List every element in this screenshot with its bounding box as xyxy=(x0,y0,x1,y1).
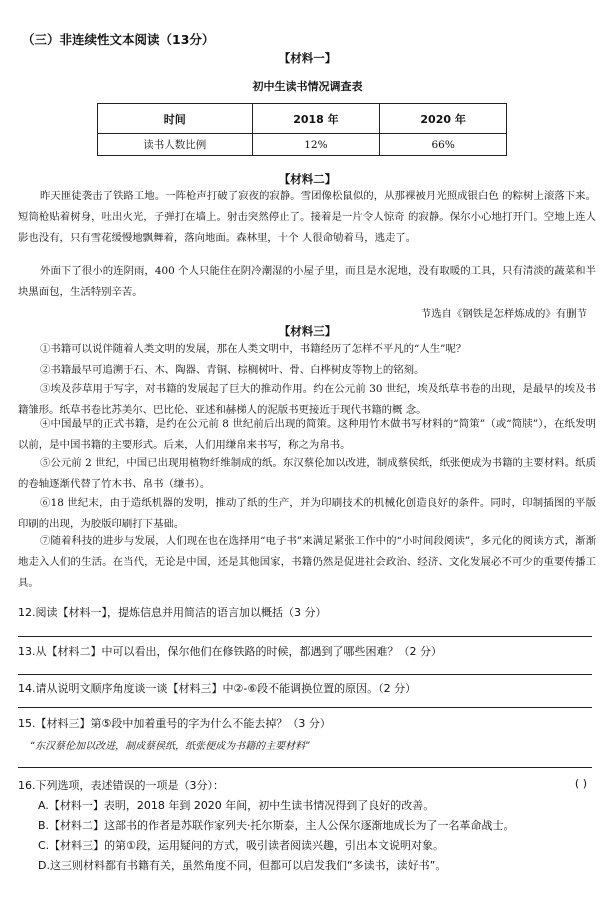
material3-paragraph: ③埃及莎草用于写字，对书籍的发展起了巨大的推动作用。约在公元前 30 世纪，埃及纸草书卷的出现，是最早的埃及书籍雏形。纸草书卷比苏美尔、巴比伦、亚述和赫梯人的泥版书更接近于现代书籍的概 念。 xyxy=(18,383,596,416)
material2-paragraph: 外面下了很小的连阴雨，400 个人只能住在阴冷潮湿的小屋子里，而且是水泥地，没有取暖的工具，只有清淡的蔬菜和半块黑面包，生活特别辛苦。 xyxy=(18,265,596,298)
section-title: （三）非连续性文本阅读（13分） xyxy=(22,32,215,47)
question-13: 13.从【材料二】中可以看出，保尔他们在修铁路的时候，都遇到了哪些困难？（2 分） xyxy=(18,645,442,658)
table-cell: 66% xyxy=(380,134,507,156)
table-cell: 读书人数比例 xyxy=(98,134,253,156)
answer-line[interactable] xyxy=(18,707,592,708)
answer-line[interactable] xyxy=(18,674,592,675)
material3-paragraph: ⑦随着科技的进步与发展，人们现在也在选择用“电子书”来满足紧张工作中的“小时间段阅读”，多元化的阅读方式，渐渐地走入人们的生活。在当代，无论是中国，还是其他国家，书籍仍然是促进社会政治、经济、文化发展必不可少的重要传播工具。 xyxy=(18,535,596,589)
table-header-row xyxy=(98,104,507,134)
survey-table xyxy=(97,103,507,156)
table-header-cell: 2018 年 xyxy=(252,104,380,134)
option-b: B.【材料二】这部书的作者是苏联作家列夫·托尔斯泰，主人公保尔逐渐地成长为了一名革命战士。 xyxy=(38,819,515,832)
table-title: 初中生读书情况调查表 xyxy=(252,80,363,93)
question-12: 12.阅读【材料一】，提炼信息并用简洁的语言加以概括（3 分） xyxy=(18,606,327,619)
material3-paragraph: ①书籍可以说伴随着人类文明的发展，那在人类文明中，书籍经历了怎样不平凡的“人生”呢？ xyxy=(40,343,467,355)
material2-source: 节选自《钢铁是怎样炼成的》有删节 xyxy=(420,308,587,320)
question-15: 15.【材料三】第⑤段中加着重号的字为什么不能去掉？（3 分） xyxy=(18,717,331,730)
material3-paragraph: ⑤公元前 2 世纪，中国已出现用植物纤维制成的纸。东汉蔡伦加以改进，制成蔡侯纸，纸张便成为书籍的主要材料。纸质的卷轴逐渐代替了竹木书、帛书（缣书）。 xyxy=(18,457,596,490)
table-header-cell: 2020 年 xyxy=(380,104,507,134)
option-c: C.【材料三】的第①段，运用疑问的方式，吸引读者阅读兴趣，引出本文说明对象。 xyxy=(38,839,445,852)
material3-paragraph: ⑥18 世纪末，由于造纸机器的发明，推动了纸的生产，并为印刷技术的机械化创造良好的条件。同时，印制插图的平版印刷的出现，为胶版印刷打下基础。 xyxy=(18,497,596,530)
question-16: 16.下列选项，表述错误的一项是（3分）： xyxy=(18,779,224,792)
material2-label: 【材料二】 xyxy=(278,172,337,186)
question-14: 14.请从说明文顺序角度谈一谈【材料三】中②-⑥段不能调换位置的原因。（2 分） xyxy=(18,682,417,695)
material1-label: 【材料一】 xyxy=(278,51,337,65)
material2-paragraph: 昨天匪徒袭击了铁路工地。一阵枪声打破了寂夜的寂静。雪团像松鼠似的，从那裸被月光照成银白色 的粽树上滚落下来。短筒枪贴着树身，吐出火光，子弹打在墙上。射击突然停止了。接着是一片令人惊奇 的寂静。保尔小心地打开门。空地上连人影也没有，只有雪花缓慢地飘舞着，落向地面。森林里，十个 人很命劬着马，逃走了。 xyxy=(18,190,596,244)
option-a: A.【材料一】表明，2018 年到 2020 年间，初中生读书情况得到了良好的改善。 xyxy=(38,799,435,812)
answer-parentheses[interactable]: ( ) xyxy=(574,777,587,790)
q15-quote: “东汉蔡伦加以改进，制成蔡侯纸，纸张便成为书籍的主要材料” xyxy=(30,741,311,752)
material3-paragraph: ④中国最早的正式书籍，是约在公元前 8 世纪前后出现的简策。这种用竹木做书写材料的“简策”（或“简牍”），在纸发明以前，是中国书籍的主要形式。后来，人们用缣帛来书写，称之为帛书。 xyxy=(18,418,596,451)
answer-line[interactable] xyxy=(18,636,592,637)
option-d: D.这三则材料都有书籍有关，虽然角度不同，但都可以启发我们“多读书，读好书”。 xyxy=(38,859,447,872)
answer-line[interactable] xyxy=(18,767,592,768)
table-row xyxy=(98,134,507,156)
material3-paragraph: ②书籍最早可追溯于石、木、陶器、青铜、棕榈树叶、骨、白桦树皮等物上的铭刻。 xyxy=(40,364,425,376)
table-cell: 12% xyxy=(252,134,380,156)
table-header-cell: 时间 xyxy=(98,104,253,134)
material3-label: 【材料三】 xyxy=(278,324,337,338)
